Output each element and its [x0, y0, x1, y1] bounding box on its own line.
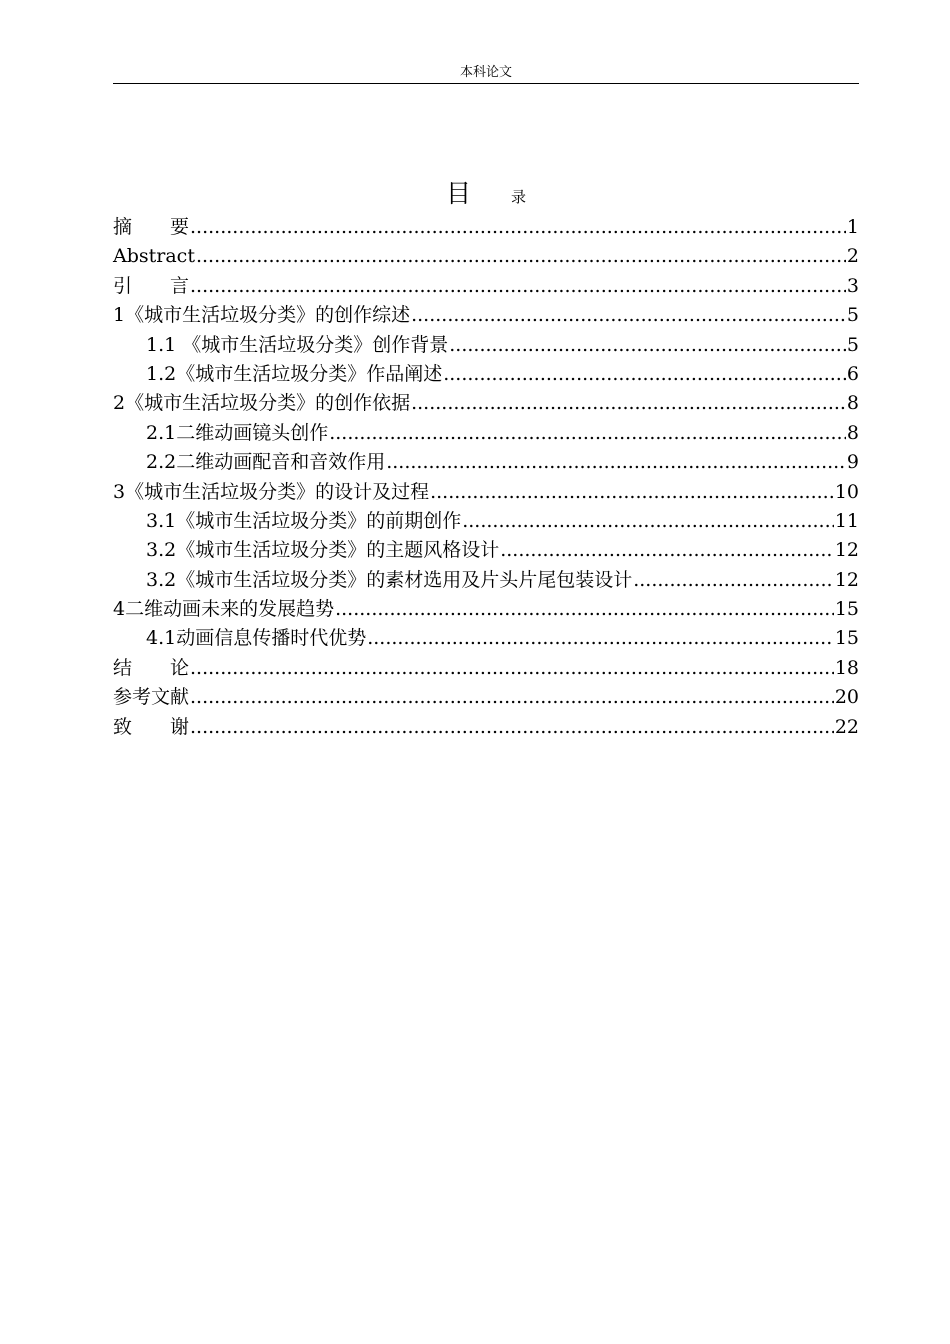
- toc-entry-page: 6: [846, 362, 859, 385]
- toc-entry[interactable]: [113, 213, 859, 242]
- toc-entry[interactable]: [113, 654, 859, 683]
- table-of-contents: [113, 213, 859, 742]
- toc-leader: [411, 301, 846, 330]
- toc-entry[interactable]: [113, 448, 859, 477]
- toc-leader: [190, 213, 846, 242]
- toc-entry-page: 5: [846, 304, 859, 327]
- toc-entry-page: 12: [834, 539, 859, 562]
- toc-leader: [449, 331, 846, 360]
- toc-entry-page: 3: [846, 274, 859, 297]
- toc-entry-label: 2《城市生活垃圾分类》的创作依据: [113, 392, 411, 415]
- toc-title-part1: 目: [445, 179, 471, 208]
- toc-entry[interactable]: [113, 478, 859, 507]
- toc-entry[interactable]: [113, 419, 859, 448]
- toc-entry-page: 15: [834, 627, 859, 650]
- toc-entry-label: 3.2《城市生活垃圾分类》的素材选用及片头片尾包装设计: [146, 568, 633, 591]
- toc-title-part2: 录: [511, 188, 527, 206]
- toc-entry[interactable]: [113, 713, 859, 742]
- toc-entry-label: 1《城市生活垃圾分类》的创作综述: [113, 304, 411, 327]
- toc-entry-label: Abstract: [113, 245, 195, 268]
- toc-leader: [190, 683, 834, 712]
- toc-entry-label: 2.2二维动画配音和音效作用: [146, 451, 386, 474]
- toc-entry-label: 3《城市生活垃圾分类》的设计及过程: [113, 480, 430, 503]
- toc-entry-label: 4二维动画未来的发展趋势: [113, 598, 335, 621]
- toc-entry-label: 结 论: [113, 656, 190, 679]
- toc-entry-page: 8: [846, 421, 859, 444]
- toc-entry-label: 致 谢: [113, 715, 190, 738]
- toc-entry-label: 1.1 《城市生活垃圾分类》创作背景: [146, 333, 449, 356]
- toc-entry[interactable]: [113, 624, 859, 653]
- toc-entry[interactable]: [113, 507, 859, 536]
- toc-leader: [329, 419, 846, 448]
- toc-entry-label: 参考文献: [113, 686, 190, 709]
- toc-entry-page: 1: [846, 216, 859, 238]
- toc-leader: [443, 360, 846, 389]
- toc-leader: [335, 595, 834, 624]
- toc-entry[interactable]: [113, 389, 859, 418]
- toc-entry-label: 4.1动画信息传播时代优势: [146, 627, 367, 650]
- toc-leader: [633, 566, 834, 595]
- toc-entry[interactable]: [113, 595, 859, 624]
- toc-entry-label: 1.2《城市生活垃圾分类》作品阐述: [146, 362, 443, 385]
- toc-entry-page: 11: [834, 509, 859, 532]
- toc-entry[interactable]: [113, 331, 859, 360]
- toc-entry[interactable]: [113, 536, 859, 565]
- toc-entry-label: 3.2《城市生活垃圾分类》的主题风格设计: [146, 539, 500, 562]
- toc-entry-page: 12: [834, 568, 859, 591]
- toc-entry-page: 10: [834, 480, 859, 503]
- toc-leader: [500, 536, 834, 565]
- toc-entry-page: 15: [834, 598, 859, 621]
- toc-entry-page: 2: [846, 245, 859, 268]
- toc-entry-label: 2.1二维动画镜头创作: [146, 421, 329, 444]
- toc-entry[interactable]: [113, 242, 859, 271]
- toc-leader: [367, 624, 834, 653]
- toc-entry[interactable]: [113, 360, 859, 389]
- toc-entry-page: 8: [846, 392, 859, 415]
- toc-leader: [196, 242, 846, 271]
- toc-leader: [190, 654, 834, 683]
- toc-entry-label: 摘 要: [113, 216, 190, 238]
- toc-entry[interactable]: [113, 566, 859, 595]
- toc-leader: [462, 507, 834, 536]
- toc-entry-page: 20: [834, 686, 859, 709]
- toc-entry[interactable]: [113, 301, 859, 330]
- toc-entry[interactable]: [113, 272, 859, 301]
- toc-entry[interactable]: [113, 683, 859, 712]
- running-header: 本科论文: [459, 65, 512, 80]
- toc-title: [113, 178, 859, 212]
- toc-entry-label: 3.1《城市生活垃圾分类》的前期创作: [146, 509, 462, 532]
- toc-entry-page: 22: [834, 715, 859, 738]
- toc-leader: [386, 448, 846, 477]
- toc-leader: [190, 272, 846, 301]
- header-rule: [113, 83, 859, 84]
- toc-entry-page: 5: [846, 333, 859, 356]
- toc-leader: [190, 713, 834, 742]
- toc-leader: [430, 478, 834, 507]
- toc-leader: [411, 389, 846, 418]
- toc-entry-page: 9: [846, 451, 859, 474]
- toc-entry-page: 18: [834, 656, 859, 679]
- toc-entry-label: 引 言: [113, 274, 190, 297]
